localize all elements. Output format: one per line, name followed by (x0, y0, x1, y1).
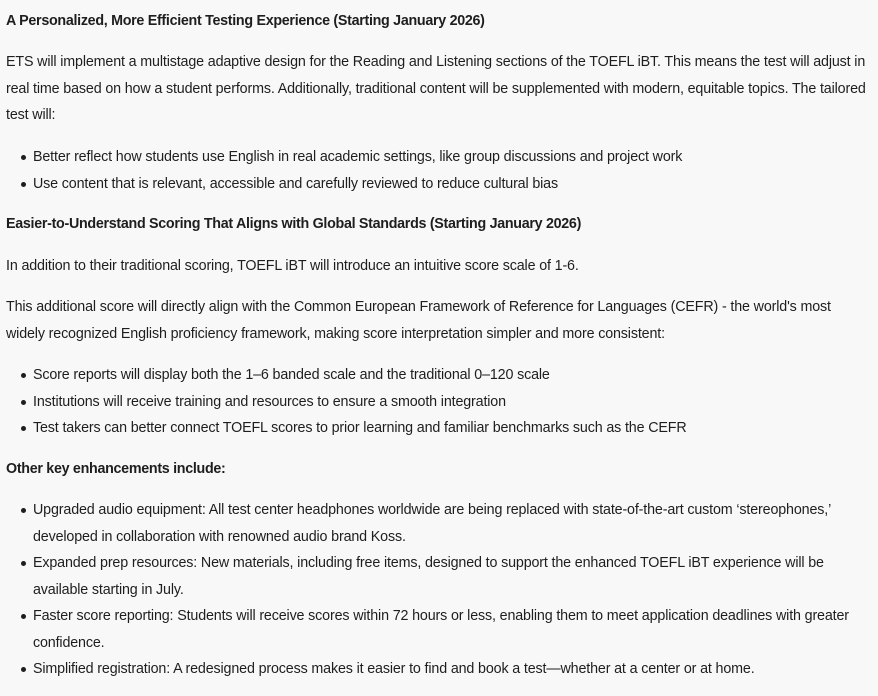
section-heading-scoring: Easier-to-Understand Scoring That Aligns with Global Standards (Starting January 2026) (6, 216, 582, 232)
section-heading-enhancements: Other key enhancements include: (6, 461, 226, 477)
list-item: Faster score reporting: Students will receive scores within 72 hours or less, enabling them to meet application deadlines with greater confidence. (0, 603, 872, 656)
bullet-list-enhancements (0, 497, 872, 683)
bullet-list-tailored-test (0, 144, 872, 197)
paragraph-cefr: This additional score will directly align with the Common European Framework of Reference for Languages (CEFR) - the world's most widely recognized English proficiency framework, making score interpretation simpler and more consistent: (6, 299, 831, 342)
section-heading-personalized: A Personalized, More Efficient Testing Experience (Starting January 2026) (6, 13, 485, 29)
paragraph-score-scale: In addition to their traditional scoring, TOEFL iBT will introduce an intuitive score scale of 1-6. (6, 258, 579, 274)
list-item: Test takers can better connect TOEFL scores to prior learning and familiar benchmarks such as the CEFR (0, 415, 872, 442)
bullet-list-scoring (0, 362, 872, 442)
list-item: Score reports will display both the 1–6 banded scale and the traditional 0–120 scale (0, 362, 872, 389)
list-item: Simplified registration: A redesigned process makes it easier to find and book a test—whether at a center or at home. (0, 656, 872, 683)
paragraph-adaptive-design: ETS will implement a multistage adaptive design for the Reading and Listening sections of the TOEFL iBT. This means the test will adjust in real time based on how a student performs. Additionally, traditional content will be supplemented with modern, equitable topics. The tailored test will: (6, 54, 866, 123)
list-item: Expanded prep resources: New materials, including free items, designed to support the enhanced TOEFL iBT experience will be available starting in July. (0, 550, 872, 603)
list-item: Better reflect how students use English in real academic settings, like group discussions and project work (0, 144, 872, 171)
list-item: Upgraded audio equipment: All test center headphones worldwide are being replaced with state-of-the-art custom ‘stereophones,’ developed in collaboration with renowned audio brand Koss. (0, 497, 872, 550)
list-item: Institutions will receive training and resources to ensure a smooth integration (0, 389, 872, 416)
list-item: Use content that is relevant, accessible and carefully reviewed to reduce cultural bias (0, 171, 872, 198)
